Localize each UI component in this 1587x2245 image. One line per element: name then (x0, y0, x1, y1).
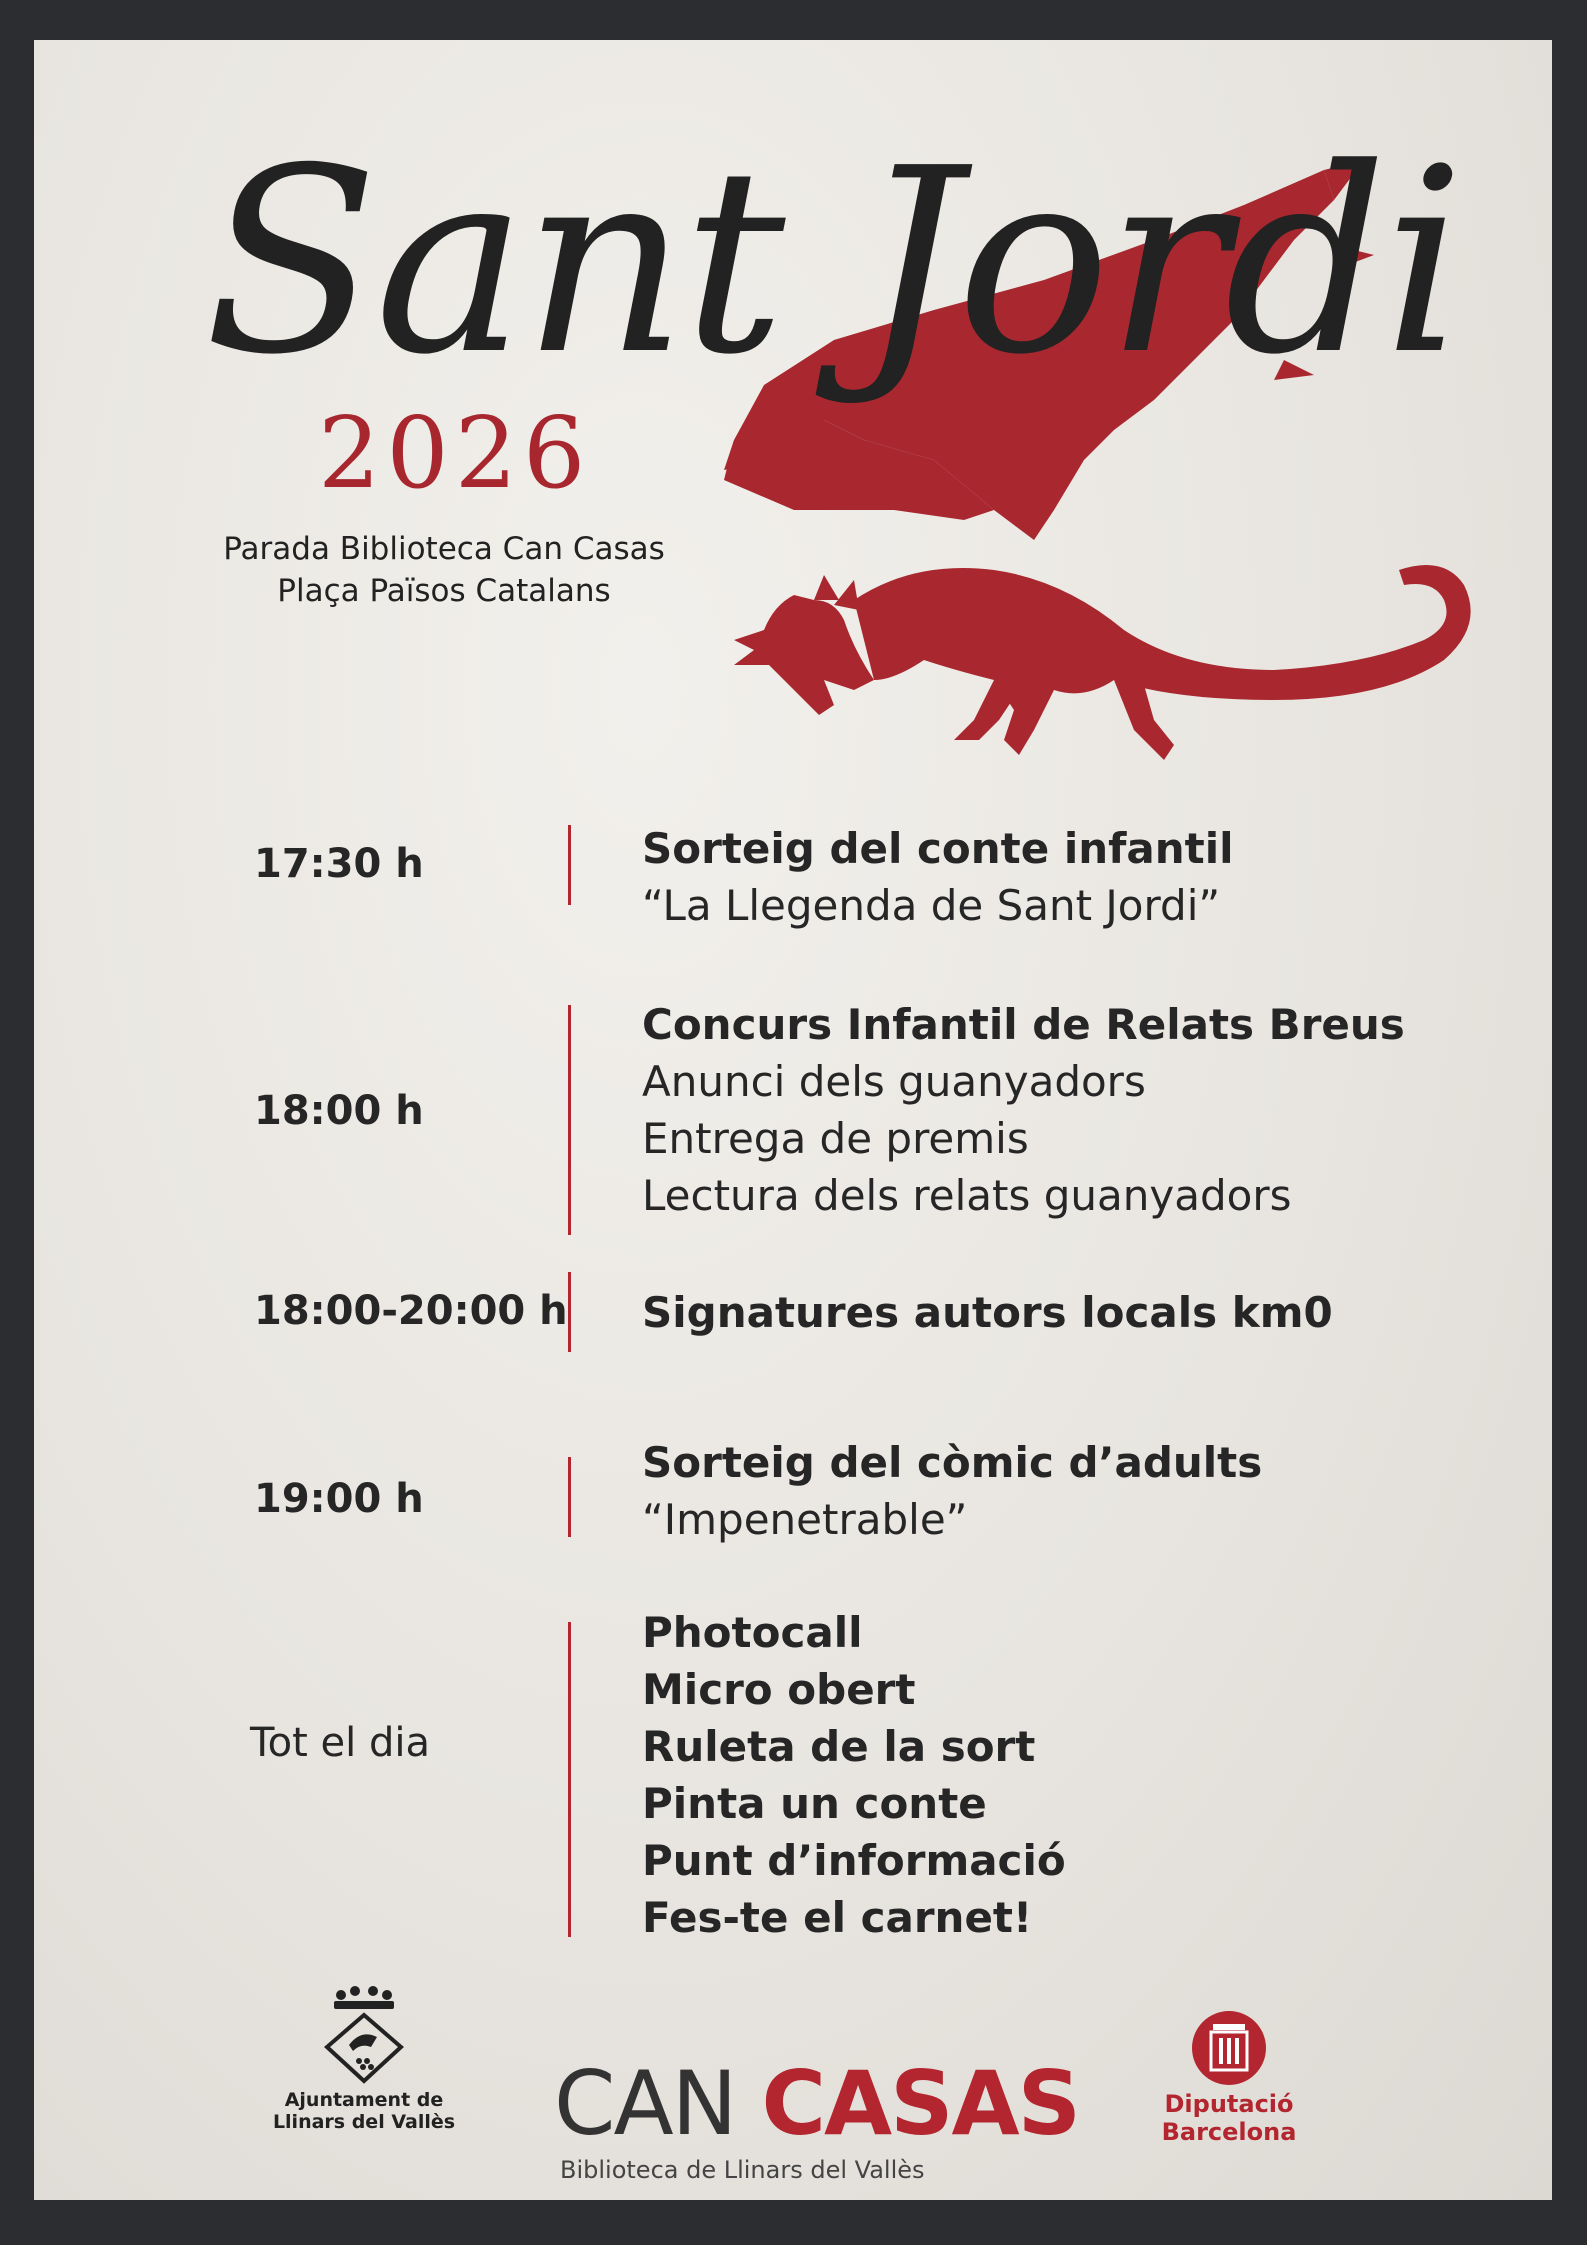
schedule-details (642, 820, 1234, 934)
schedule-line: Anunci dels guanyadors (642, 1057, 1146, 1106)
poster-title: Sant Jordi (204, 114, 1461, 411)
schedule-line: Fes-te el carnet! (642, 1893, 1033, 1942)
can-casas-can: CAN (554, 2052, 736, 2155)
schedule-time: 18:00-20:00 h (254, 1288, 568, 1334)
schedule-line: “La Llegenda de Sant Jordi” (642, 881, 1221, 930)
can-casas-casas: CASAS (761, 2052, 1080, 2155)
schedule-divider (568, 1005, 571, 1235)
schedule-line: Lectura dels relats guanyadors (642, 1171, 1292, 1220)
schedule-details (642, 1434, 1262, 1548)
schedule-line: Concurs Infantil de Relats Breus (642, 1000, 1405, 1049)
schedule-row (34, 1410, 1552, 1560)
can-casas-logo (554, 2052, 1080, 2184)
ajuntament-line-1: Ajuntament de (284, 2089, 444, 2111)
schedule-divider (568, 1457, 571, 1537)
ajuntament-crest-icon (319, 1985, 409, 2085)
diputacio-line-1: Diputació (1164, 2090, 1294, 2118)
diputacio-logo (1144, 2010, 1314, 2146)
schedule-details (642, 1604, 1066, 1946)
schedule-time: Tot el dia (250, 1720, 430, 1766)
can-casas-wordmark (554, 2052, 1080, 2155)
subtitle-line-1: Parada Biblioteca Can Casas (223, 531, 665, 567)
schedule-line: Ruleta de la sort (642, 1722, 1036, 1771)
schedule-line: Sorteig del conte infantil (642, 824, 1234, 873)
schedule-line: Photocall (642, 1608, 863, 1657)
schedule-line: Micro obert (642, 1665, 916, 1714)
schedule-line: Entrega de premis (642, 1114, 1029, 1163)
schedule-time: 17:30 h (254, 841, 424, 887)
schedule-line: Signatures autors locals km0 (642, 1288, 1333, 1337)
schedule-divider (568, 1622, 571, 1937)
diputacio-line-2: Barcelona (1161, 2118, 1297, 2146)
ajuntament-line-2: Llinars del Vallès (272, 2111, 456, 2133)
schedule-line: “Impenetrable” (642, 1495, 968, 1544)
schedule-line: Sorteig del còmic d’adults (642, 1438, 1263, 1487)
can-casas-subtitle: Biblioteca de Llinars del Vallès (560, 2156, 925, 2184)
poster-subtitle (164, 528, 724, 612)
poster-year: 2026 (318, 397, 592, 511)
schedule-row (34, 1580, 1552, 1940)
diputacio-emblem-icon (1191, 2010, 1267, 2086)
schedule-details (642, 996, 1405, 1224)
schedule-time: 18:00 h (254, 1088, 424, 1134)
subtitle-line-2: Plaça Països Catalans (277, 573, 611, 609)
schedule-line: Pinta un conte (642, 1779, 987, 1828)
schedule-divider (568, 1272, 571, 1352)
schedule-details (642, 1284, 1333, 1341)
ajuntament-logo (264, 1985, 464, 2133)
schedule-row (34, 1260, 1552, 1360)
schedule-line: Punt d’informació (642, 1836, 1066, 1885)
schedule-row (34, 960, 1552, 1240)
schedule-divider (568, 825, 571, 905)
schedule-row (34, 785, 1552, 930)
schedule-time: 19:00 h (254, 1476, 424, 1522)
poster-paper (34, 40, 1552, 2200)
